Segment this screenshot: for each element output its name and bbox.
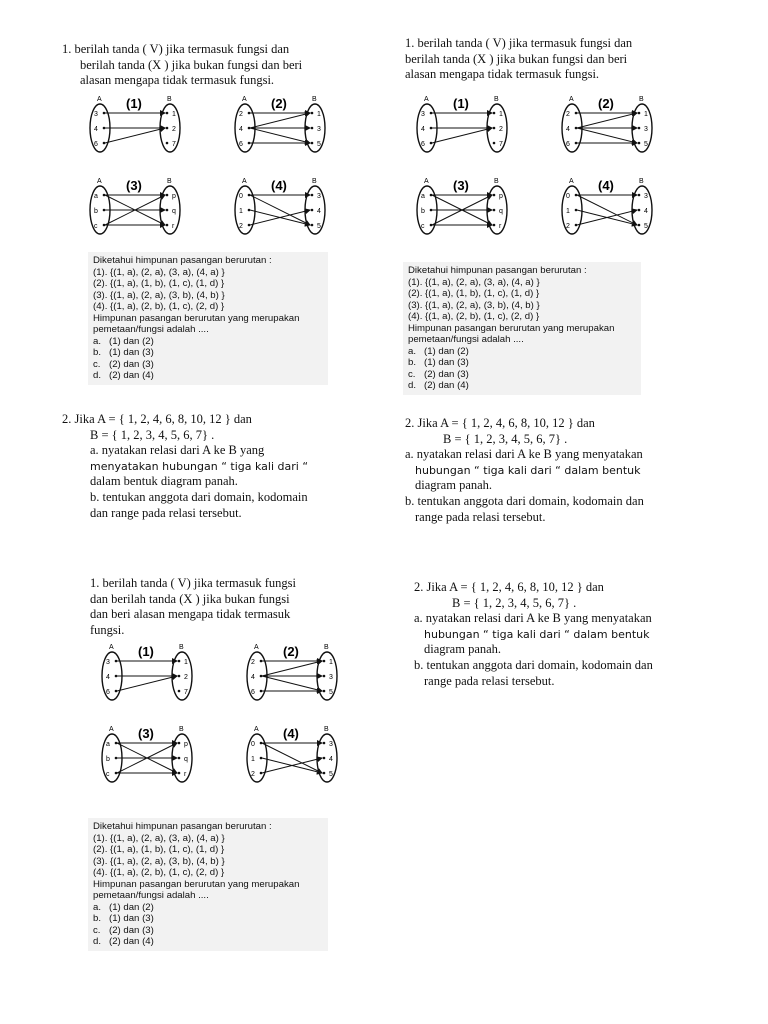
q2-line: b. tentukan anggota dari domain, kodomain xyxy=(90,489,308,504)
element-b: 2 xyxy=(172,126,176,133)
element-a: c xyxy=(106,771,110,778)
element-dot xyxy=(493,194,496,197)
q1-text-tl xyxy=(62,42,302,89)
element-dot xyxy=(323,690,326,693)
arrow-diagram-d2 xyxy=(247,644,337,700)
element-b: 2 xyxy=(184,674,188,681)
element-dot xyxy=(493,127,496,130)
q1-line: 1. berilah tanda ( V) jika termasuk fungsi dan xyxy=(405,36,633,50)
set-label-b: B xyxy=(324,644,329,651)
element-b: p xyxy=(184,741,188,748)
mapping-arrow xyxy=(117,676,177,691)
mcq-bl xyxy=(88,818,328,951)
element-b: 3 xyxy=(317,193,321,200)
element-dot xyxy=(638,194,641,197)
arrow-diagram-d3 xyxy=(90,178,180,234)
set-label-a: A xyxy=(254,644,259,651)
mcq-question: pemetaan/fungsi adalah .... xyxy=(408,334,524,345)
arrow-diagram-d4 xyxy=(562,178,652,234)
mapping-arrow xyxy=(250,113,310,128)
element-a: b xyxy=(421,208,425,215)
q2-line: 2. Jika A = { 1, 2, 4, 6, 8, 10, 12 } dan xyxy=(414,580,604,594)
element-a: b xyxy=(106,756,110,763)
mcq-option-a: a. (1) dan (2) xyxy=(408,345,469,357)
mcq-intro: Diketahui himpunan pasangan berurutan : xyxy=(93,255,272,266)
set-label-a: A xyxy=(109,726,114,733)
q1-line: berilah tanda (X ) jika bukan fungsi dan beri xyxy=(80,57,303,72)
set-label-b: B xyxy=(494,178,499,185)
element-b: 3 xyxy=(329,674,333,681)
mcq-question: pemetaan/fungsi adalah .... xyxy=(93,324,209,335)
element-dot xyxy=(248,194,251,197)
mcq-question: Himpunan pasangan berurutan yang merupakan xyxy=(93,312,300,324)
mapping-arrow xyxy=(262,676,322,691)
mcq-option-d: d. (2) dan (4) xyxy=(93,936,154,947)
element-a: a xyxy=(94,193,98,200)
element-dot xyxy=(178,660,181,663)
q2-line: range pada relasi tersebut. xyxy=(424,673,555,688)
set-label-a: A xyxy=(569,178,574,185)
mcq-option-b: b. (1) dan (3) xyxy=(408,357,469,368)
element-dot xyxy=(260,757,263,760)
arrow-diagram-d4 xyxy=(235,178,325,234)
element-dot xyxy=(103,142,106,145)
mcq-item: (2). {(1, a), (1, b), (1, c), (1, d) } xyxy=(408,288,540,299)
arrow-diagram-d2 xyxy=(235,96,325,152)
diagram-number: (2) xyxy=(271,96,287,111)
element-dot xyxy=(575,112,578,115)
element-dot xyxy=(493,224,496,227)
element-b: 4 xyxy=(329,756,333,763)
element-a: 1 xyxy=(239,208,243,215)
diagram-number: (2) xyxy=(283,644,299,659)
mapping-arrow xyxy=(262,661,322,676)
element-b: 1 xyxy=(329,659,333,666)
element-b: 1 xyxy=(317,111,321,118)
element-dot xyxy=(103,209,106,212)
element-a: 2 xyxy=(566,111,570,118)
element-b: 4 xyxy=(644,208,648,215)
arrow-diagram-d4 xyxy=(247,726,337,782)
element-a: 6 xyxy=(239,141,243,148)
element-dot xyxy=(115,690,118,693)
mapping-arrow xyxy=(577,195,637,225)
element-dot xyxy=(103,194,106,197)
element-dot xyxy=(248,112,251,115)
q2-line: diagram panah. xyxy=(415,478,493,493)
mcq-option-b: b. (1) dan (3) xyxy=(93,347,154,358)
element-dot xyxy=(430,112,433,115)
set-label-b: B xyxy=(639,96,644,103)
element-b: 1 xyxy=(499,111,503,118)
element-b: q xyxy=(499,208,503,215)
q2-line: b. tentukan anggota dari domain, kodomain dan xyxy=(405,493,644,508)
mcq-option-c: c. (2) dan (3) xyxy=(93,924,154,936)
element-b: r xyxy=(184,771,187,778)
mcq-item: (1). {(1, a), (2, a), (3, a), (4, a) } xyxy=(93,266,225,278)
q2-line: a. nyatakan relasi dari A ke B yang menyatakan xyxy=(414,611,652,626)
arrow-diagram-d3 xyxy=(417,178,507,234)
q1-line: alasan mengapa tidak termasuk fungsi. xyxy=(405,67,600,82)
mcq-option-c: c. (2) dan (3) xyxy=(408,368,469,380)
element-dot xyxy=(575,224,578,227)
diagram-number: (1) xyxy=(138,644,154,659)
element-dot xyxy=(248,142,251,145)
mcq-option-d: d. (2) dan (4) xyxy=(408,380,469,391)
q2-line: b. tentukan anggota dari domain, kodomain dan xyxy=(414,657,653,672)
q2-line: a. nyatakan relasi dari A ke B yang xyxy=(90,443,265,458)
q1-line: 1. berilah tanda ( V) jika termasuk fungsi xyxy=(90,576,296,590)
element-dot xyxy=(178,675,181,678)
element-b: q xyxy=(172,208,176,215)
element-b: 1 xyxy=(172,111,176,118)
q1-text-bl xyxy=(90,576,296,638)
q2-line: hubungan “ tiga kali dari “ dalam bentuk xyxy=(424,627,650,641)
element-dot xyxy=(575,194,578,197)
element-b: 5 xyxy=(317,141,321,148)
element-dot xyxy=(638,224,641,227)
element-dot xyxy=(323,772,326,775)
element-dot xyxy=(493,142,496,145)
element-dot xyxy=(430,127,433,130)
element-dot xyxy=(260,675,263,678)
element-a: 0 xyxy=(239,193,243,200)
element-dot xyxy=(575,142,578,145)
element-dot xyxy=(166,142,169,145)
q1-line: 1. berilah tanda ( V) jika termasuk fungsi dan xyxy=(62,42,290,56)
set-label-a: A xyxy=(242,96,247,103)
element-b: r xyxy=(172,223,175,230)
mcq-option-c: c. (2) dan (3) xyxy=(93,358,154,370)
element-dot xyxy=(323,675,326,678)
element-dot xyxy=(178,690,181,693)
element-b: p xyxy=(172,193,176,200)
set-label-a: A xyxy=(569,96,574,103)
mcq-question: pemetaan/fungsi adalah .... xyxy=(93,890,209,901)
q2-text-tr xyxy=(405,416,644,525)
mapping-arrow xyxy=(250,195,310,225)
element-dot xyxy=(103,224,106,227)
element-a: 2 xyxy=(251,771,255,778)
element-dot xyxy=(311,112,314,115)
element-b: 7 xyxy=(172,141,176,148)
mcq-item: (3). {(1, a), (2, a), (3, b), (4, b) } xyxy=(93,289,225,301)
element-b: 7 xyxy=(184,689,188,696)
q2-line: dalam bentuk diagram panah. xyxy=(90,474,238,489)
mcq-item: (3). {(1, a), (2, a), (3, b), (4, b) } xyxy=(93,855,225,867)
set-label-a: A xyxy=(97,96,102,103)
element-dot xyxy=(166,209,169,212)
diagrams-tl xyxy=(88,94,328,249)
set-label-a: A xyxy=(424,178,429,185)
element-b: 1 xyxy=(644,111,648,118)
element-dot xyxy=(248,209,251,212)
element-a: 2 xyxy=(239,223,243,230)
element-dot xyxy=(311,142,314,145)
mcq-option-b: b. (1) dan (3) xyxy=(93,913,154,924)
diagram-number: (4) xyxy=(283,726,299,741)
element-dot xyxy=(430,142,433,145)
element-dot xyxy=(575,209,578,212)
q1-line: fungsi. xyxy=(90,622,125,637)
arrow-diagram-d1 xyxy=(417,96,507,152)
element-dot xyxy=(103,127,106,130)
element-b: 7 xyxy=(499,141,503,148)
set-label-a: A xyxy=(109,644,114,651)
element-a: 0 xyxy=(566,193,570,200)
q1-text-tr xyxy=(405,36,632,83)
q1-line: dan beri alasan mengapa tidak termasuk xyxy=(90,607,291,622)
element-a: 4 xyxy=(566,126,570,133)
mcq-item: (1). {(1, a), (2, a), (3, a), (4, a) } xyxy=(93,832,225,844)
mcq-item: (2). {(1, a), (1, b), (1, c), (1, d) } xyxy=(93,278,225,289)
mcq-intro: Diketahui himpunan pasangan berurutan : xyxy=(93,821,272,832)
element-a: 2 xyxy=(239,111,243,118)
element-dot xyxy=(178,772,181,775)
element-a: 4 xyxy=(106,674,110,681)
mapping-arrow xyxy=(577,128,637,143)
set-label-b: B xyxy=(167,178,172,185)
arrow-diagrams xyxy=(88,94,328,244)
element-dot xyxy=(575,127,578,130)
arrow-diagrams xyxy=(415,94,655,244)
element-dot xyxy=(178,757,181,760)
element-dot xyxy=(311,224,314,227)
set-label-b: B xyxy=(167,96,172,103)
mcq-item: (4). {(1, a), (2, b), (1, c), (2, d) } xyxy=(408,311,540,322)
q2-text-tl xyxy=(62,412,308,521)
mcq-item: (4). {(1, a), (2, b), (1, c), (2, d) } xyxy=(93,867,225,878)
q2-line: 2. Jika A = { 1, 2, 4, 6, 8, 10, 12 } dan xyxy=(62,412,252,426)
q2-line: menyatakan hubungan “ tiga kali dari “ xyxy=(90,459,309,473)
arrow-diagram-d1 xyxy=(102,644,192,700)
set-label-a: A xyxy=(242,178,247,185)
element-a: 4 xyxy=(94,126,98,133)
element-dot xyxy=(103,112,106,115)
element-b: q xyxy=(184,756,188,763)
element-a: 1 xyxy=(566,208,570,215)
diagram-number: (1) xyxy=(126,96,142,111)
element-a: 4 xyxy=(251,674,255,681)
diagrams-bl xyxy=(100,642,340,797)
mcq-item: (2). {(1, a), (1, b), (1, c), (1, d) } xyxy=(93,844,225,855)
element-b: 2 xyxy=(499,126,503,133)
element-dot xyxy=(638,112,641,115)
element-a: 4 xyxy=(421,126,425,133)
diagram-number: (2) xyxy=(598,96,614,111)
element-b: 5 xyxy=(329,689,333,696)
element-dot xyxy=(260,772,263,775)
element-dot xyxy=(260,742,263,745)
mapping-arrow xyxy=(105,128,165,143)
set-label-a: A xyxy=(97,178,102,185)
element-dot xyxy=(323,742,326,745)
mcq-intro: Diketahui himpunan pasangan berurutan : xyxy=(408,265,587,276)
element-a: 6 xyxy=(251,689,255,696)
element-dot xyxy=(115,742,118,745)
set-label-b: B xyxy=(639,178,644,185)
element-a: a xyxy=(106,741,110,748)
element-b: 3 xyxy=(644,193,648,200)
element-dot xyxy=(115,675,118,678)
set-label-b: B xyxy=(324,726,329,733)
element-dot xyxy=(115,660,118,663)
element-dot xyxy=(166,112,169,115)
element-dot xyxy=(178,742,181,745)
q2-line: range pada relasi tersebut. xyxy=(415,509,546,524)
element-b: 5 xyxy=(317,223,321,230)
diagram-number: (3) xyxy=(453,178,469,193)
element-dot xyxy=(430,224,433,227)
element-dot xyxy=(493,112,496,115)
set-label-a: A xyxy=(424,96,429,103)
element-dot xyxy=(430,209,433,212)
element-dot xyxy=(638,127,641,130)
element-b: p xyxy=(499,193,503,200)
element-dot xyxy=(166,127,169,130)
mcq-option-d: d. (2) dan (4) xyxy=(93,370,154,381)
mcq-item: (3). {(1, a), (2, a), (3, b), (4, b) } xyxy=(408,299,540,311)
element-a: c xyxy=(421,223,425,230)
element-a: 3 xyxy=(421,111,425,118)
diagram-number: (4) xyxy=(271,178,287,193)
element-a: 3 xyxy=(106,659,110,666)
arrow-diagram-d3 xyxy=(102,726,192,782)
element-dot xyxy=(638,209,641,212)
q1-line: alasan mengapa tidak termasuk fungsi. xyxy=(80,73,275,88)
q2-text-br xyxy=(414,580,653,689)
element-b: 4 xyxy=(317,208,321,215)
mcq-item: (1). {(1, a), (2, a), (3, a), (4, a) } xyxy=(408,276,540,288)
element-dot xyxy=(166,194,169,197)
mcq-question: Himpunan pasangan berurutan yang merupakan xyxy=(408,322,615,334)
diagram-number: (3) xyxy=(126,178,142,193)
arrow-diagram-d1 xyxy=(90,96,180,152)
mcq-option-a: a. (1) dan (2) xyxy=(93,901,154,913)
q1-line: berilah tanda (X ) jika bukan fungsi dan beri xyxy=(405,51,628,66)
mapping-arrow xyxy=(250,128,310,143)
element-b: 3 xyxy=(644,126,648,133)
element-a: 6 xyxy=(94,141,98,148)
element-dot xyxy=(248,224,251,227)
element-a: a xyxy=(421,193,425,200)
element-dot xyxy=(166,224,169,227)
element-a: 2 xyxy=(251,659,255,666)
mapping-arrow xyxy=(577,113,637,128)
mapping-arrow xyxy=(262,743,322,773)
element-dot xyxy=(323,660,326,663)
q2-line: dan range pada relasi tersebut. xyxy=(90,505,242,520)
set-label-b: B xyxy=(312,178,317,185)
q2-line: 2. Jika A = { 1, 2, 4, 6, 8, 10, 12 } dan xyxy=(405,416,595,430)
element-dot xyxy=(638,142,641,145)
diagrams-tr xyxy=(415,94,655,249)
arrow-diagram-d2 xyxy=(562,96,652,152)
element-dot xyxy=(115,757,118,760)
mcq-question: Himpunan pasangan berurutan yang merupakan xyxy=(93,878,300,890)
set-label-b: B xyxy=(312,96,317,103)
q2-line: hubungan “ tiga kali dari “ dalam bentuk xyxy=(415,463,641,477)
element-a: 4 xyxy=(239,126,243,133)
element-dot xyxy=(430,194,433,197)
set-label-b: B xyxy=(179,644,184,651)
element-b: 3 xyxy=(329,741,333,748)
element-b: 5 xyxy=(644,223,648,230)
mcq-item: (4). {(1, a), (2, b), (1, c), (2, d) } xyxy=(93,301,225,312)
mapping-arrow xyxy=(432,128,492,143)
mcq-tr xyxy=(403,262,641,395)
element-dot xyxy=(248,127,251,130)
mcq-option-a: a. (1) dan (2) xyxy=(93,335,154,347)
q2-line: B = { 1, 2, 3, 4, 5, 6, 7} . xyxy=(443,431,568,446)
diagram-number: (4) xyxy=(598,178,614,193)
mcq-tl xyxy=(88,252,328,385)
element-a: 2 xyxy=(566,223,570,230)
element-dot xyxy=(311,194,314,197)
element-a: 3 xyxy=(94,111,98,118)
element-b: 3 xyxy=(317,126,321,133)
diagram-number: (1) xyxy=(453,96,469,111)
element-b: 5 xyxy=(644,141,648,148)
element-a: c xyxy=(94,223,98,230)
q2-line: diagram panah. xyxy=(424,642,502,657)
q2-line: B = { 1, 2, 3, 4, 5, 6, 7} . xyxy=(90,427,215,442)
element-dot xyxy=(493,209,496,212)
set-label-a: A xyxy=(254,726,259,733)
element-a: 6 xyxy=(106,689,110,696)
diagram-number: (3) xyxy=(138,726,154,741)
element-dot xyxy=(115,772,118,775)
element-a: 0 xyxy=(251,741,255,748)
element-a: 6 xyxy=(566,141,570,148)
set-label-b: B xyxy=(179,726,184,733)
arrow-diagrams xyxy=(100,642,340,792)
element-b: r xyxy=(499,223,502,230)
element-b: 1 xyxy=(184,659,188,666)
set-label-b: B xyxy=(494,96,499,103)
element-dot xyxy=(311,127,314,130)
element-dot xyxy=(260,690,263,693)
q2-line: a. nyatakan relasi dari A ke B yang menyatakan xyxy=(405,447,643,462)
element-b: 5 xyxy=(329,771,333,778)
q1-line: dan berilah tanda (X ) jika bukan fungsi xyxy=(90,591,290,606)
element-dot xyxy=(323,757,326,760)
element-dot xyxy=(311,209,314,212)
element-a: 1 xyxy=(251,756,255,763)
element-a: 6 xyxy=(421,141,425,148)
q2-line: B = { 1, 2, 3, 4, 5, 6, 7} . xyxy=(452,595,577,610)
element-a: b xyxy=(94,208,98,215)
element-dot xyxy=(260,660,263,663)
